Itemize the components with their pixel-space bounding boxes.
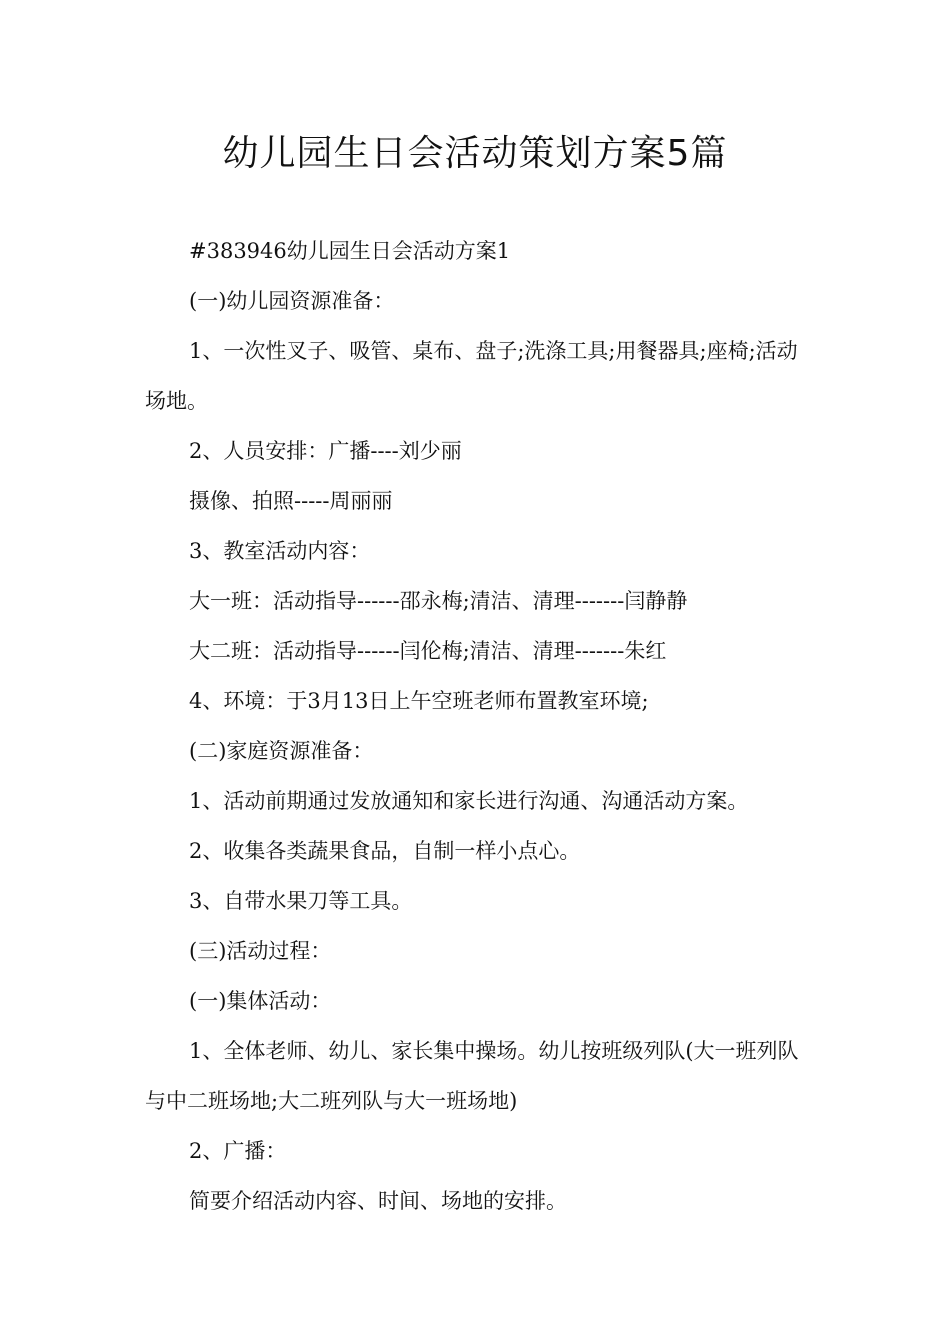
- paragraph: #383946幼儿园生日会活动方案1: [189, 239, 511, 263]
- paragraph: 4、环境：于3月13日上午空班老师布置教室环境;: [189, 689, 649, 713]
- paragraph: (二)家庭资源准备：: [189, 739, 374, 763]
- paragraph: 大二班：活动指导------闫伦梅;清洁、清理-------朱红: [189, 639, 667, 663]
- paragraph: 2、收集各类蔬果食品，自制一样小点心。: [189, 839, 581, 863]
- document-title: 幼儿园生日会活动策划方案5篇: [222, 133, 728, 174]
- paragraph: (三)活动过程：: [189, 939, 332, 963]
- paragraph: (一)幼儿园资源准备：: [189, 289, 395, 313]
- paragraph: 1、一次性叉子、吸管、桌布、盘子;洗涤工具;用餐器具;座椅;活动场地。: [145, 339, 798, 413]
- paragraph: (一)集体活动：: [189, 989, 332, 1013]
- document-body: [145, 226, 810, 1226]
- paragraph: 简要介绍活动内容、时间、场地的安排。: [189, 1189, 567, 1213]
- paragraph: 大一班：活动指导------邵永梅;清洁、清理-------闫静静: [189, 589, 688, 613]
- paragraph: 摄像、拍照-----周丽丽: [189, 489, 393, 513]
- paragraph: 3、教室活动内容：: [189, 539, 371, 563]
- paragraph: 3、自带水果刀等工具。: [189, 889, 413, 913]
- paragraph: 1、活动前期通过发放通知和家长进行沟通、沟通活动方案。: [189, 789, 749, 813]
- paragraph: 2、广播：: [189, 1139, 287, 1163]
- paragraph: 1、全体老师、幼儿、家长集中操场。幼儿按班级列队(大一班列队与中二班场地;大二班列队与大一班场地): [145, 1039, 799, 1113]
- paragraph: 2、人员安排：广播----刘少丽: [189, 439, 462, 463]
